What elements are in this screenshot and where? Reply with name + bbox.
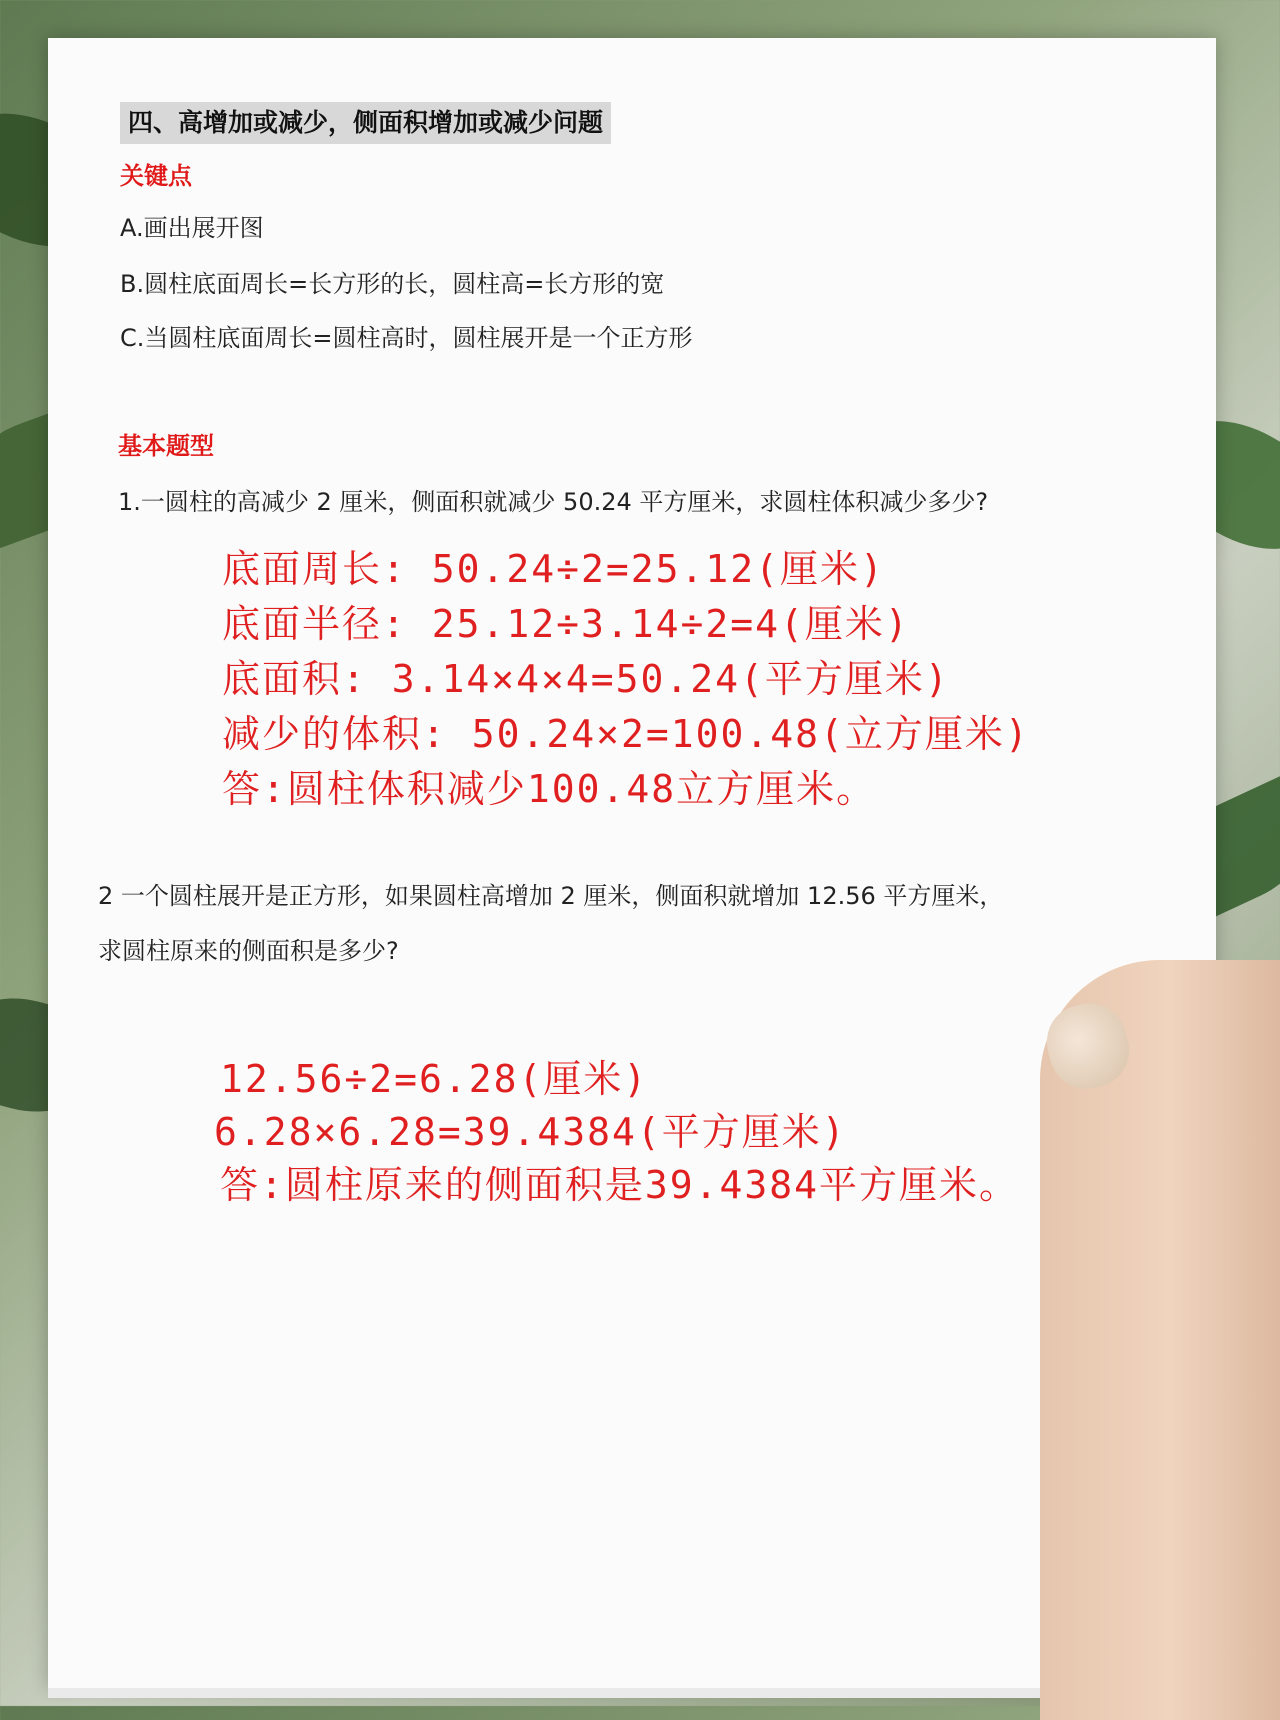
question-2-line-1: 2 一个圆柱展开是正方形，如果圆柱高增加 2 厘米，侧面积就增加 12.56 平方厘米， (98, 882, 1004, 910)
question-1: 1.一圆柱的高减少 2 厘米，侧面积就减少 50.24 平方厘米，求圆柱体积减少多少? (118, 488, 989, 516)
answer-2-line: 答:圆柱原来的侧面积是39.4384平方厘米。 (220, 1163, 1020, 1207)
answer-1-line: 底面周长: 50.24÷2=25.12(厘米) (222, 547, 885, 591)
key-point-a: A.画出展开图 (120, 214, 264, 242)
key-point-b: B.圆柱底面周长=长方形的长，圆柱高=长方形的宽 (120, 270, 665, 298)
answer-1-line: 减少的体积: 50.24×2=100.48(立方厘米) (222, 712, 1030, 756)
basic-types-title: 基本题型 (118, 432, 214, 460)
answer-2-line: 12.56÷2=6.28(厘米) (220, 1057, 649, 1101)
key-point-c: C.当圆柱底面周长=圆柱高时，圆柱展开是一个正方形 (120, 324, 693, 352)
answer-2-line: 6.28×6.28=39.4384(平方厘米) (214, 1110, 847, 1154)
section-heading: 四、高增加或减少，侧面积增加或减少问题 (120, 102, 611, 144)
key-points-title: 关键点 (120, 162, 192, 190)
answer-1-line: 底面积: 3.14×4×4=50.24(平方厘米) (222, 657, 950, 701)
answer-1-line: 底面半径: 25.12÷3.14÷2=4(厘米) (222, 602, 910, 646)
answer-1-line: 答:圆柱体积减少100.48立方厘米。 (222, 767, 877, 811)
question-2-line-2: 求圆柱原来的侧面积是多少? (98, 937, 399, 965)
